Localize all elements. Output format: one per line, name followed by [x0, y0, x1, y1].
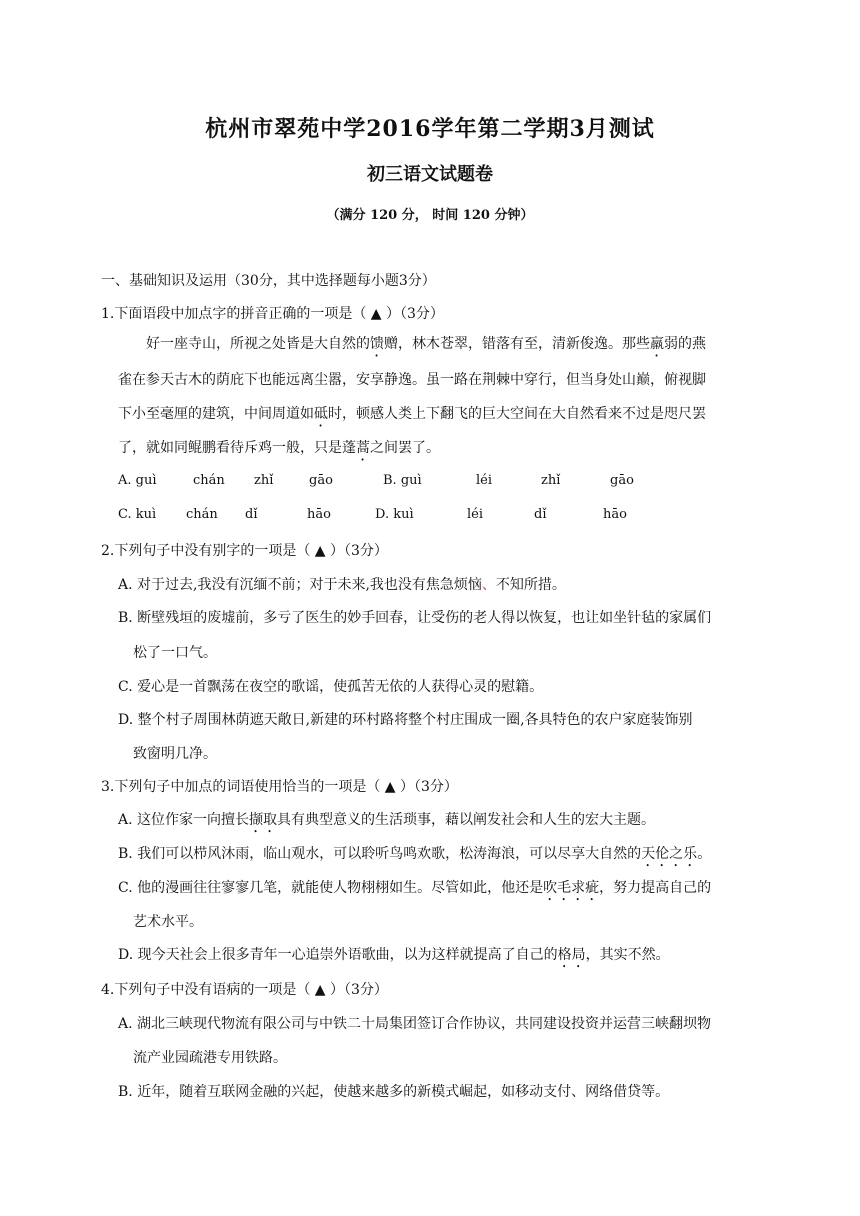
option-1a: A. guì — [118, 473, 157, 488]
option-1d-3: dǐ — [534, 507, 547, 522]
option-3c: C. 他的漫画往往寥寥几笔，就能使人物栩栩如生。尽管如此，他还是吹毛求疵，努力提高自己的 — [118, 880, 712, 896]
page-subtitle: 初三语文试题卷 — [367, 164, 493, 185]
dotted-char: 砥 — [314, 406, 328, 422]
dotted-word: 天伦之乐 — [641, 846, 698, 862]
option-2c: C. 爱心是一首飘荡在夜空的歌谣，使孤苦无依的人获得心灵的慰籍。 — [118, 679, 544, 695]
option-3d: D. 现今天社会上很多青年一心追崇外语歌曲，以为这样就提高了自己的格局，其实不然。 — [118, 947, 670, 963]
option-4b: B. 近年，随着互联网金融的兴起，使越来越多的新模式崛起，如移动支付、网络借贷等。 — [118, 1084, 670, 1100]
option-1c-2: chán — [186, 507, 218, 522]
option-3c-cont: 艺术水平。 — [133, 914, 203, 930]
option-1b: B. guì — [383, 473, 422, 488]
option-1b-4: gāo — [610, 473, 634, 488]
dotted-word: 撷取 — [249, 812, 278, 828]
dotted-char: 羸 — [650, 336, 664, 352]
option-4a-cont: 流产业园疏港专用铁路。 — [133, 1050, 287, 1066]
option-3a: A. 这位作家一向擅长撷取具有典型意义的生活琐事，藉以阐发社会和人生的宏大主题。 — [118, 812, 656, 828]
option-1d: D. kuì — [375, 507, 414, 522]
option-2b: B. 断壁残垣的废墟前，多亏了医生的妙手回春，让受伤的老人得以恢复，也让如坐针毡的家属们 — [118, 610, 712, 626]
option-4a: A. 湖北三峡现代物流有限公司与中铁二十局集团签订合作协议，共同建设投资并运营三峡翻坝物 — [118, 1016, 712, 1032]
option-1b-3: zhǐ — [541, 473, 561, 488]
option-1c-4: hāo — [307, 507, 331, 522]
option-1a-2: chán — [193, 473, 225, 488]
option-1b-2: léi — [476, 473, 493, 488]
question-3-stem: 3.下列句子中加点的词语使用恰当的一项是（ ▲ ）（3分） — [101, 779, 458, 795]
passage-line-3: 下小至毫厘的建筑，中间周道如砥时，顿感人类上下翻飞的巨大空间在大自然看来不过是咫尺罢 — [118, 406, 706, 422]
dotted-word: 吹毛求疵 — [543, 880, 600, 896]
section-heading: 一、基础知识及运用（30分，其中选择题每小题3分） — [101, 273, 436, 289]
question-2-stem: 2.下列句子中没有别字的一项是（ ▲ ）（3分） — [101, 543, 388, 559]
question-1-stem: 1.下面语段中加点字的拼音正确的一项是（ ▲ ）（3分） — [101, 306, 444, 322]
passage-line-4: 了，就如同鲲鹏看待斥鸡一般，只是蓬蒿之间罢了。 — [118, 440, 440, 456]
option-1d-2: léi — [467, 507, 484, 522]
question-4-stem: 4.下列句子中没有语病的一项是（ ▲ ）（3分） — [101, 982, 388, 998]
option-1a-4: gāo — [309, 473, 333, 488]
option-2d-cont: 致窗明几净。 — [133, 746, 217, 762]
dotted-char: 馈 — [370, 336, 384, 352]
exam-info: （满分 120 分， 时间 120 分钟） — [326, 208, 534, 223]
option-1a-3: zhǐ — [254, 473, 274, 488]
option-1c: C. kuì — [118, 507, 157, 522]
dotted-word: 格局 — [557, 947, 586, 963]
page-title: 杭州市翠苑中学2016学年第二学期3月测试 — [205, 116, 655, 142]
option-3b: B. 我们可以栉风沐雨，临山观水，可以聆听鸟鸣欢歌，松涛海浪，可以尽享大自然的天伦之乐。 — [118, 846, 712, 862]
dotted-char: 蒿 — [356, 440, 370, 456]
option-2a: A. 对于过去,我没有沉缅不前；对于未来,我也没有焦急烦恼、不知所措。 — [118, 577, 566, 593]
option-2d: D. 整个村子周围林荫遮天敞日,新建的环村路将整个村庄围成一圈,各具特色的农户家庭装饰别 — [118, 712, 693, 728]
option-1c-3: dǐ — [245, 507, 258, 522]
passage-line-2: 雀在参天古木的荫庇下也能远离尘嚣，安享静逸。虽一路在荆棘中穿行，但当身处山巅，俯视脚 — [118, 372, 706, 388]
option-2b-cont: 松了一口气。 — [133, 645, 217, 661]
passage-line-1: 好一座寺山，所视之处皆是大自然的馈赠，林木苍翠，错落有至，清新俊逸。那些羸弱的燕 — [146, 336, 706, 352]
option-1d-4: hāo — [603, 507, 627, 522]
